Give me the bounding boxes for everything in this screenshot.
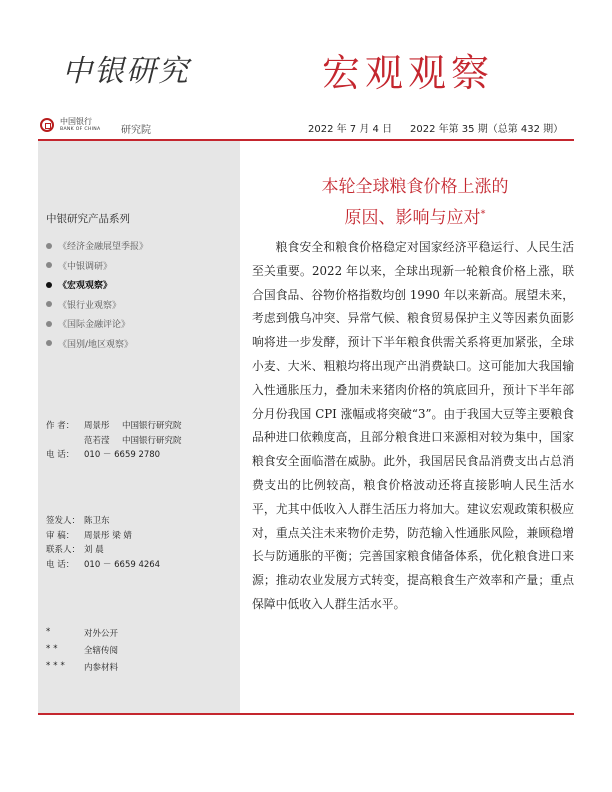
article-title-line2: 原因、影响与应对* — [344, 208, 486, 228]
reviewer-names: 周景彤 梁 婧 — [84, 530, 132, 541]
phone-label: 电 话： — [46, 559, 75, 570]
signer-label: 签发人： — [46, 516, 81, 526]
series-item-active: 《宏观观察》 — [46, 275, 148, 295]
legend-text: 全辖传阅 — [84, 646, 119, 656]
reviewer-label: 审 稿： — [46, 530, 75, 541]
series-list — [46, 236, 148, 353]
authors-label: 作 者： — [46, 421, 75, 431]
distribution-legend — [46, 627, 118, 678]
publish-date: 2022 年 7 月 4 日 — [308, 124, 393, 135]
series-item: 《银行业观察》 — [46, 295, 148, 315]
author-phone: 010 － 6659 2780 — [84, 450, 161, 460]
authors-block — [46, 419, 182, 463]
title-footnote-mark: * — [480, 208, 486, 220]
legend-stars: * — [46, 627, 54, 637]
research-logo: 中银研究 — [62, 54, 190, 89]
issue-number: 2022 年第 35 期（总第 432 期） — [410, 124, 564, 135]
footer-divider — [38, 713, 574, 715]
signoff-block — [46, 514, 160, 572]
contact-phone: 010 － 6659 4264 — [84, 559, 161, 570]
legend-text: 内参材料 — [84, 663, 119, 673]
bank-of-china-logo-icon — [40, 118, 54, 132]
legend-text: 对外公开 — [84, 629, 119, 639]
bullet-icon — [46, 243, 52, 249]
bank-name-en: BANK OF CHINA — [60, 127, 101, 132]
author-name: 周景彤 — [84, 421, 110, 431]
contact-name: 刘 晨 — [84, 545, 104, 555]
bullet-icon — [46, 340, 52, 346]
article-title-line1: 本轮全球粮食价格上涨的 — [321, 177, 509, 197]
contact-label: 联系人： — [46, 545, 81, 555]
bullet-icon — [46, 301, 52, 307]
series-item: 《国别/地区观察》 — [46, 334, 148, 354]
article-abstract: 粮食安全和粮食价格稳定对国家经济平稳运行、人民生活至关重要。2022 年以来，全球出现新一轮粮食价格上涨，联合国食品、谷物价格指数均创 1990 年以来新高。展望未来，考虑到俄乌冲突、异常气候、粮食贸易保护主义等因素负面影响将进一步发酵，预计下半年粮食供需关系将更加紧张，全球小麦、大米、粗粮均将出现产出消费缺口。这可能加大我国输入性通胀压力，叠加未来猪肉价格的筑底回升，预计下半年部分月份我国 CPI 涨幅或将突破“3”。由于我国大豆等主要粮食品种进口依赖度高，且部分粮食进口来源相对较为集中，国家粮食安全面临潜在威胁。此外，我国居民食品消费支出占总消费支出的比例较高，粮食价格波动还将直接影响人民生活水平，尤其中低收入人群生活压力将加大。建议宏观政策积极应对，重点关注未来物价走势，防范输入性通胀风险，兼顾稳增长与防通胀的平衡；完善国家粮食储备体系，优化粮食进口来源；推动农业发展方式转变，提高粮食生产效率和产量；重点保障中低收入人群生活水平。 — [252, 240, 574, 611]
legend-stars: ** — [46, 644, 61, 654]
bullet-icon — [46, 282, 52, 288]
series-title: 中银研究产品系列 — [46, 213, 130, 225]
legend-stars: *** — [46, 661, 68, 671]
series-item: 《经济金融展望季报》 — [46, 236, 148, 256]
bullet-icon — [46, 262, 52, 268]
author-name: 范若滢 — [84, 435, 110, 446]
author-affiliation: 中国银行研究院 — [122, 421, 182, 431]
bullet-icon — [46, 321, 52, 327]
masthead-title: 宏观观察 — [322, 51, 495, 95]
series-item: 《中银调研》 — [46, 256, 148, 276]
phone-label: 电 话： — [46, 450, 75, 460]
author-affiliation: 中国银行研究院 — [122, 435, 182, 446]
signer-name: 陈卫东 — [84, 516, 110, 526]
series-item: 《国际金融评论》 — [46, 314, 148, 334]
institute-label: 研究院 — [121, 125, 151, 136]
bank-name-cn: 中国银行 — [60, 117, 92, 126]
